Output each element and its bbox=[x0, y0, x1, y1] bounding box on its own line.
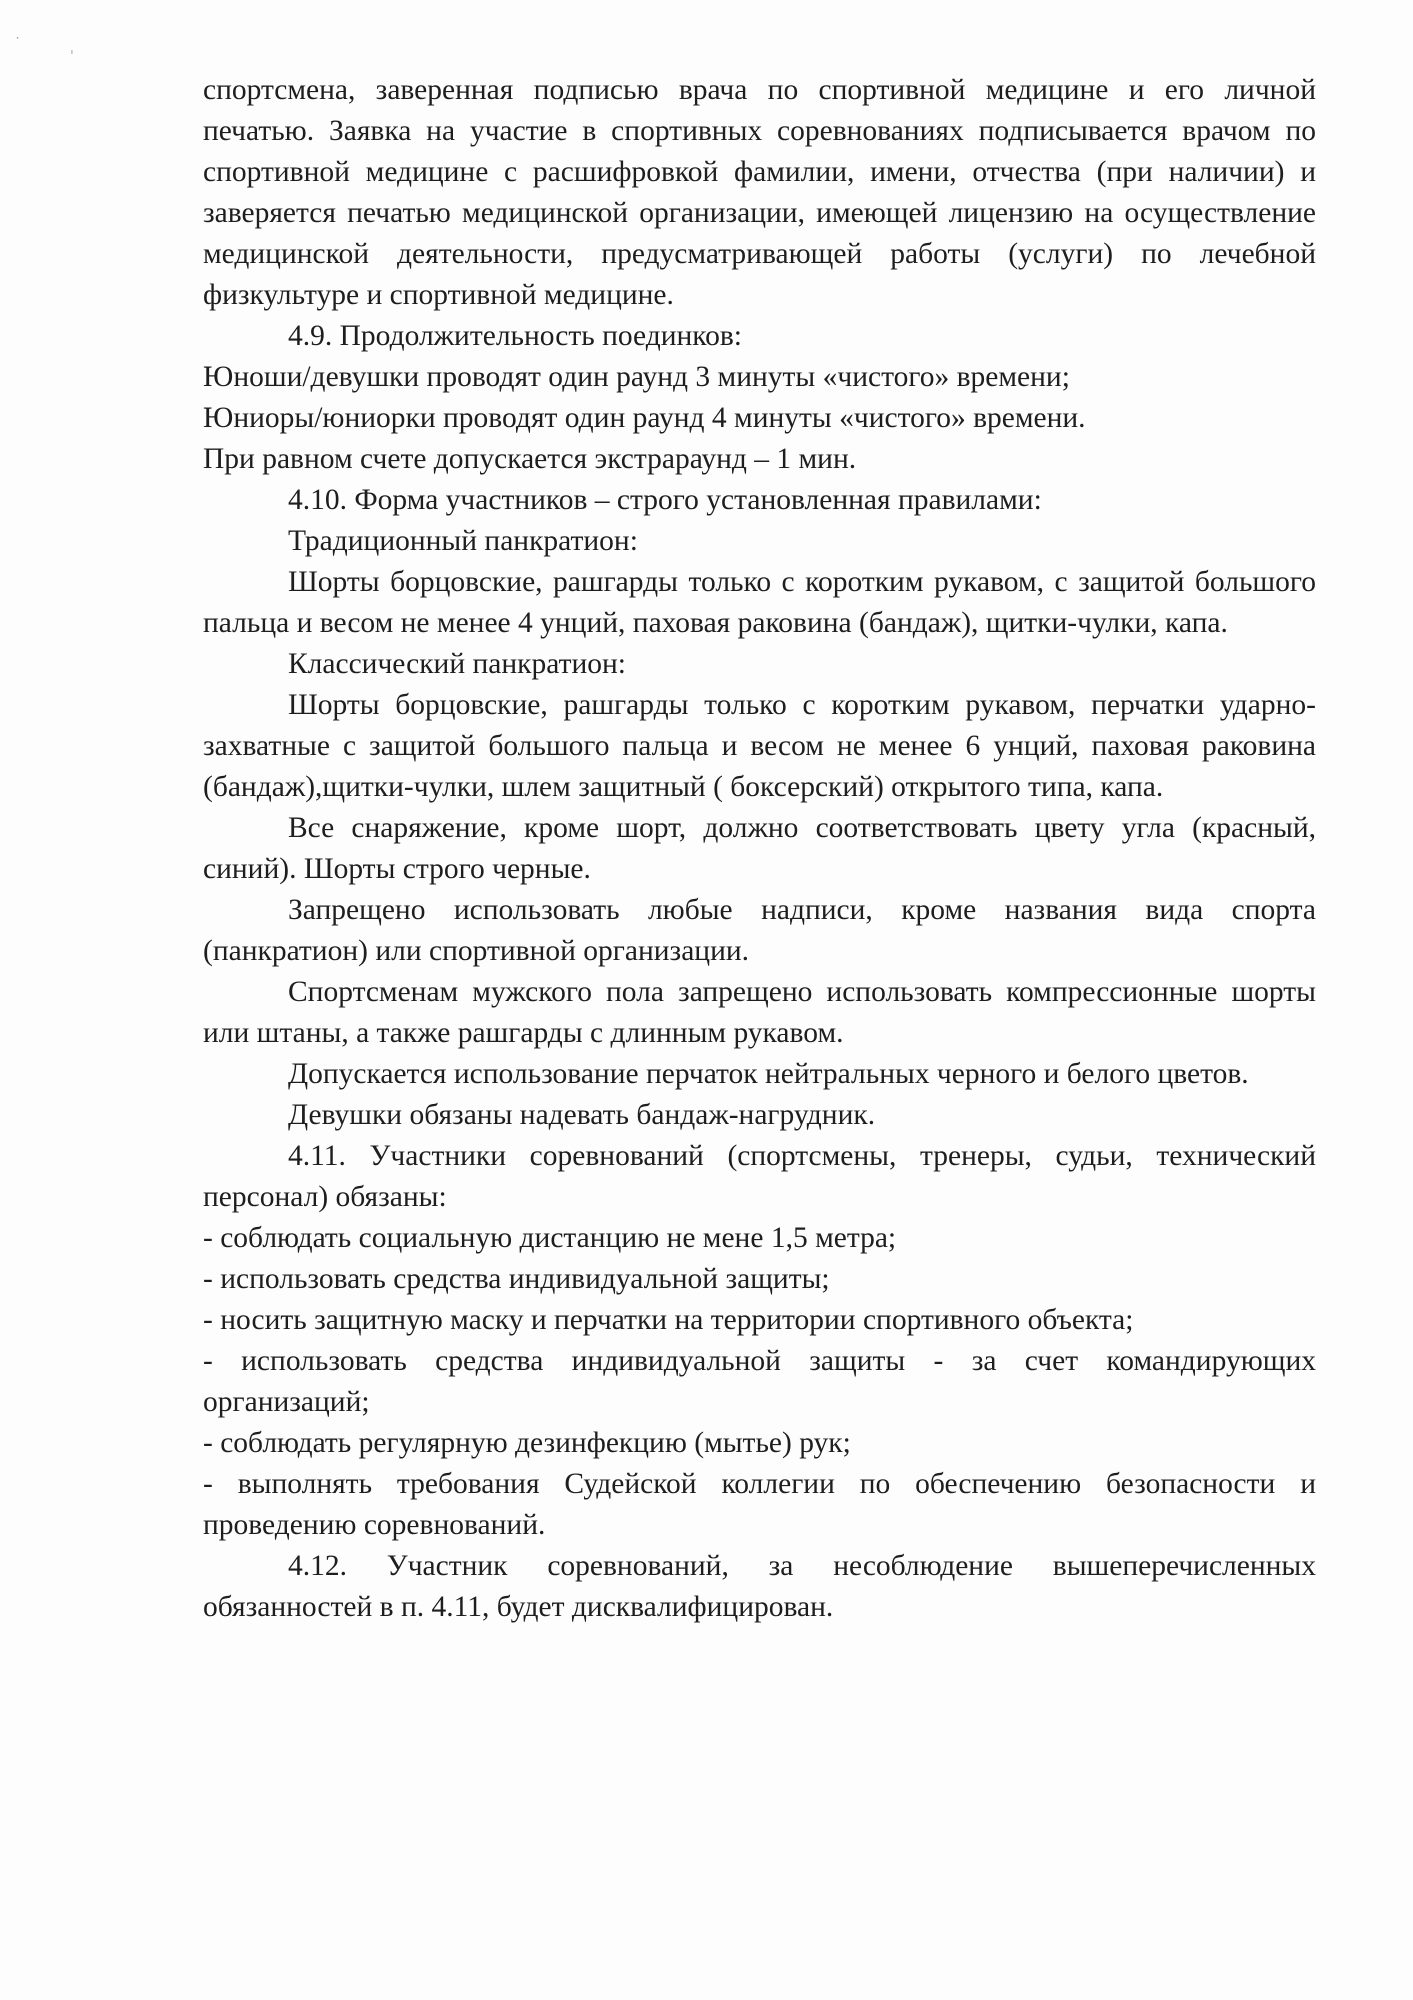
list-item: - использовать средства индивидуальной защиты - за счет командирующих организаций; bbox=[203, 1345, 1316, 1418]
subheading: Классический панкратион: bbox=[288, 648, 626, 680]
paragraph: Запрещено использовать любые надписи, кроме названия вида спорта (панкратион) или спортивной организации. bbox=[203, 894, 1316, 967]
list-item: - соблюдать социальную дистанцию не мене 1,5 метра; bbox=[203, 1222, 897, 1254]
subheading: Традиционный панкратион: bbox=[288, 525, 638, 557]
paragraph: спортсмена, заверенная подписью врача по спортивной медицине и его личной печатью. Заявка на участие в спортивных соревнованиях подписывается врачом по спортивной медицине с расшифровкой фамилии, имени, отчества (при наличии) и заверяется печатью медицинской организации, имеющей лицензию на осуществление медицинской деятельности, предусматривающей работы (услуги) по лечебной физкультуре и спортивной медицине. bbox=[203, 74, 1316, 311]
scan-speck: ˙ bbox=[14, 36, 21, 52]
paragraph: Шорты борцовские, рашгарды только с коротким рукавом, перчатки ударно-захватные с защитой большого пальца и весом не менее 6 унций, паховая раковина (бандаж),щитки-чулки, шлем защитный ( боксерский) открытого типа, капа. bbox=[203, 689, 1316, 803]
paragraph: Спортсменам мужского пола запрещено использовать компрессионные шорты или штаны, а также рашгарды с длинным рукавом. bbox=[203, 976, 1316, 1049]
section-heading-4-9: 4.9. Продолжительность поединков: bbox=[288, 320, 742, 352]
list-item: - использовать средства индивидуальной защиты; bbox=[203, 1263, 830, 1295]
section-heading-4-10: 4.10. Форма участников – строго установленная правилами: bbox=[288, 484, 1042, 516]
paragraph: При равном счете допускается экстрараунд – 1 мин. bbox=[203, 443, 857, 475]
paragraph: Юноши/девушки проводят один раунд 3 минуты «чистого» времени; bbox=[203, 361, 1070, 393]
list-item: - носить защитную маску и перчатки на территории спортивного объекта; bbox=[203, 1304, 1134, 1336]
scan-speck: ˌ bbox=[70, 40, 74, 56]
paragraph: Шорты борцовские, рашгарды только с коротким рукавом, с защитой большого пальца и весом не менее 4 унций, паховая раковина (бандаж), щитки-чулки, капа. bbox=[203, 566, 1316, 639]
paragraph: Юниоры/юниорки проводят один раунд 4 минуты «чистого» времени. bbox=[203, 402, 1086, 434]
paragraph: Допускается использование перчаток нейтральных черного и белого цветов. bbox=[288, 1058, 1249, 1090]
paragraph: Девушки обязаны надевать бандаж-нагрудник. bbox=[288, 1099, 876, 1131]
section-heading-4-11: 4.11. Участники соревнований (спортсмены, тренеры, судьи, технический персонал) обязаны: bbox=[203, 1140, 1316, 1213]
section-heading-4-12: 4.12. Участник соревнований, за несоблюдение вышеперечисленных обязанностей в п. 4.11, будет дисквалифицирован. bbox=[203, 1550, 1316, 1623]
list-item: - выполнять требования Судейской коллегии по обеспечению безопасности и проведению соревнований. bbox=[203, 1468, 1316, 1541]
document-text bbox=[203, 70, 1316, 1628]
paragraph: Все снаряжение, кроме шорт, должно соответствовать цвету угла (красный, синий). Шорты строго черные. bbox=[203, 812, 1316, 885]
list-item: - соблюдать регулярную дезинфекцию (мытье) рук; bbox=[203, 1427, 851, 1459]
